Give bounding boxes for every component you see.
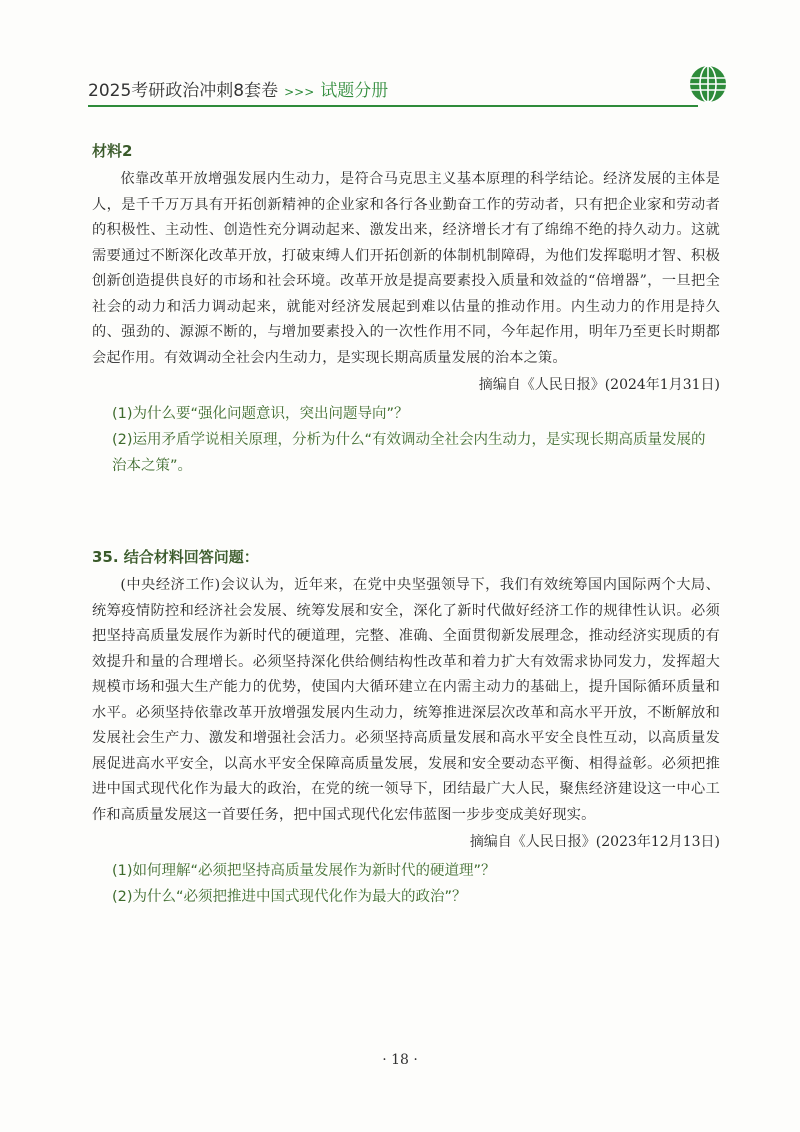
header-title <box>88 76 388 101</box>
question-35-questions <box>92 858 720 910</box>
material-2-body: 依靠改革开放增强发展内生动力，是符合马克思主义基本原理的科学结论。经济发展的主体是人，是千千万万具有开拓创新精神的企业家和各行各业勤奋工作的劳动者，只有把企业家和劳动者的积极性、主动性、创造性充分调动起来、激发出来，经济增长才有了绵绵不绝的持久动力。这就需要通过不断深化改革开放，打破束缚人们开拓创新的体制机制障碍，为他们发挥聪明才智、积极创新创造提供良好的市场和社会环境。改革开放是提高要素投入质量和效益的“倍增器”，一旦把全社会的动力和活力调动起来，就能对经济发展起到难以估量的推动作用。内生动力的作用是持久的、强劲的、源源不断的，与增加要素投入的一次性作用不同，今年起作用，明年乃至更长时期都会起作用。有效调动全社会内生动力，是实现长期高质量发展的治本之策。 <box>92 171 720 366</box>
material-2-title: 材料2 <box>92 142 133 160</box>
header-subtitle: 试题分册 <box>320 81 389 101</box>
page-header <box>88 66 728 110</box>
page-number: · 18 · <box>382 1052 418 1068</box>
question-35-source: 摘编自《人民日报》(2023年12月13日) <box>469 834 720 850</box>
question-35-sub-2: (2)为什么“必须把推进中国式现代化作为最大的政治”？ <box>112 889 467 905</box>
material-2-question-2: (2)运用矛盾学说相关原理，分析为什么“有效调动全社会内生动力，是实现长期高质量发展的治本之策”。 <box>112 432 706 474</box>
material-2-question-1: (1)为什么要“强化问题意识，突出问题导向”？ <box>112 406 409 422</box>
book-title: 2025考研政治冲刺8套卷 <box>88 81 279 101</box>
material-2-questions <box>92 401 720 479</box>
header-divider <box>88 105 698 107</box>
question-35-body: (中央经济工作)会议认为，近年来，在党中央坚强领导下，我们有效统筹国内国际两个大局、统筹疫情防控和经济社会发展、统筹发展和安全，深化了新时代做好经济工作的规律性认识。必须把坚持高质量发展作为新时代的硬道理，完整、准确、全面贯彻新发展理念，推动经济实现质的有效提升和量的合理增长。必须坚持深化供给侧结构性改革和着力扩大有效需求协同发力，发挥超大规模市场和强大生产能力的优势，使国内大循环建立在内需主动力的基础上，提升国际循环质量和水平。必须坚持依靠改革开放增强发展内生动力，统筹推进深层次改革和高水平开放，不断解放和发展社会生产力、激发和增强社会活力。必须坚持高质量发展和高水平安全良性互动，以高质量发展促进高水平安全，以高水平安全保障高质量发展，发展和安全要动态平衡、相得益彰。必须把推进中国式现代化作为最大的政治，在党的统一领导下，团结最广大人民，聚焦经济建设这一中心工作和高质量发展这一首要任务，把中国式现代化宏伟蓝图一步步变成美好现实。 <box>92 577 720 823</box>
question-35-section <box>92 546 720 910</box>
globe-logo-icon <box>688 64 728 104</box>
question-35-title: 35. 结合材料回答问题： <box>92 548 259 566</box>
material-2-section <box>92 140 720 479</box>
material-2-source: 摘编自《人民日报》(2024年1月31日) <box>478 377 720 393</box>
question-35-sub-1: (1)如何理解“必须把坚持高质量发展作为新时代的硬道理”？ <box>112 863 496 879</box>
header-arrows: >>> <box>284 85 315 99</box>
